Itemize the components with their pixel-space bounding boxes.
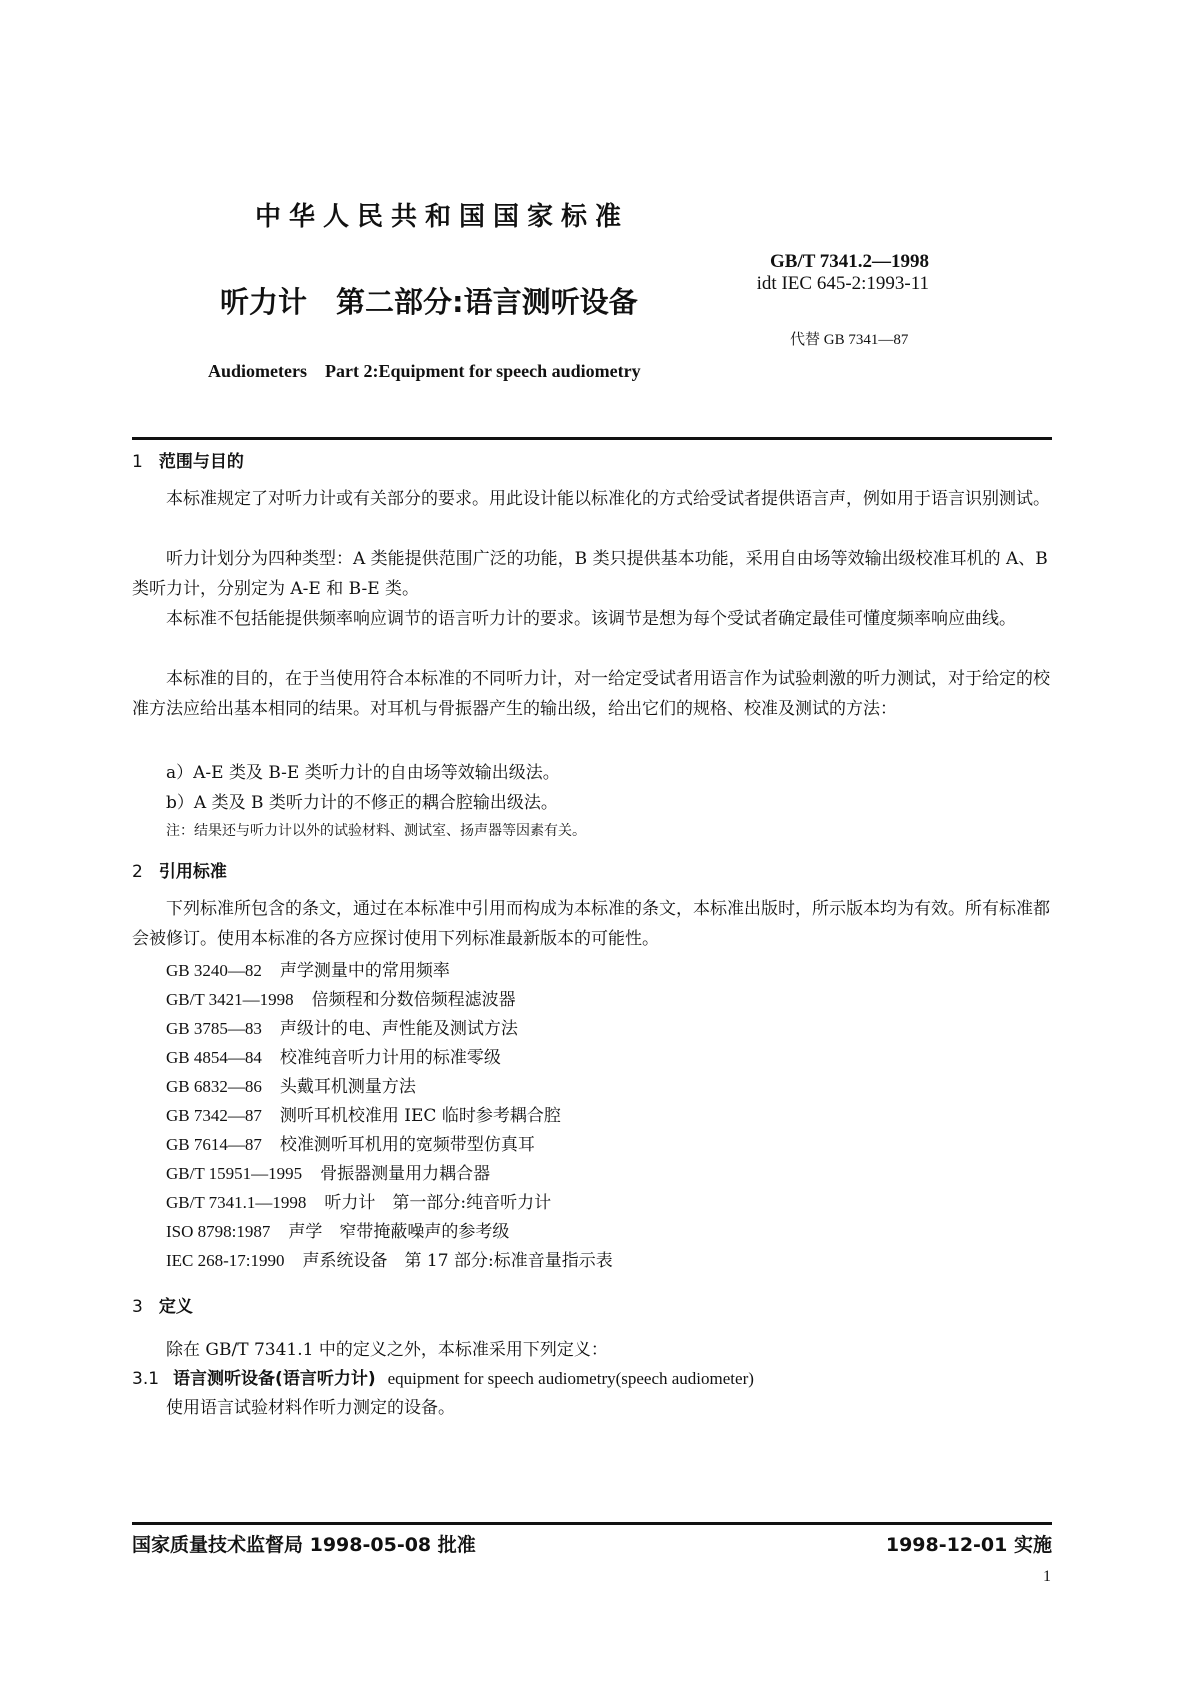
reference-item: GB 4854—84 校准纯音听力计用的标准零级 xyxy=(166,1048,501,1068)
section-heading-3: 3 定义 xyxy=(132,1297,193,1317)
reference-item: GB 6832—86 头戴耳机测量方法 xyxy=(166,1077,416,1097)
paragraph: 听力计划分为四种类型：A 类能提供范围广泛的功能，B 类只提供基本功能，采用自由场等效输出级校准耳机的 A、B 类听力计，分别定为 A-E 和 B-E 类。 xyxy=(132,549,1048,599)
paragraph: 下列标准所包含的条文，通过在本标准中引用而构成为本标准的条文，本标准出版时，所示版本均为有效。所有标准都会被修订。使用本标准的各方应探讨使用下列标准最新版本的可能性。 xyxy=(132,899,1050,949)
reference-item: ISO 8798:1987 声学 窄带掩蔽噪声的参考级 xyxy=(166,1222,510,1242)
effective-date: 1998-12-01 实施 xyxy=(885,1534,1052,1556)
list-item: b）A 类及 B 类听力计的不修正的耦合腔输出级法。 xyxy=(166,793,558,813)
standard-code-block xyxy=(756,251,930,295)
replaces-standard: 代替 GB 7341—87 xyxy=(790,332,909,348)
reference-item: GB 7614—87 校准测听耳机用的宽频带型仿真耳 xyxy=(166,1135,535,1155)
reference-item: GB/T 7341.1—1998 听力计 第一部分:纯音听力计 xyxy=(166,1193,552,1213)
reference-item: GB 3785—83 声级计的电、声性能及测试方法 xyxy=(166,1019,518,1039)
section-heading-2: 2 引用标准 xyxy=(132,862,227,882)
paragraph: 本标准的目的，在于当使用符合本标准的不同听力计，对一给定受试者用语言作为试验刺激的听力测试，对于给定的校准方法应给出基本相同的结果。对耳机与骨振器产生的输出级，给出它们的规格、校准及测试的方法： xyxy=(132,669,1050,719)
reference-item: IEC 268-17:1990 声系统设备 第 17 部分:标准音量指示表 xyxy=(166,1251,613,1271)
paragraph: 本标准不包括能提供频率响应调节的语言听力计的要求。该调节是想为每个受试者确定最佳可懂度频率响应曲线。 xyxy=(166,609,1016,629)
reference-item: GB 3240—82 声学测量中的常用频率 xyxy=(166,961,450,981)
reference-item: GB/T 15951—1995 骨振器测量用力耦合器 xyxy=(166,1164,491,1184)
reference-item: GB/T 3421—1998 倍频程和分数倍频程滤波器 xyxy=(166,990,516,1010)
document-title-cn: 听力计 第二部分:语言测听设备 xyxy=(220,285,638,319)
page-number: 1 xyxy=(1043,1568,1051,1585)
section-heading-1: 1 范围与目的 xyxy=(132,452,244,472)
document-title-en: Audiometers Part 2:Equipment for speech audiometry xyxy=(208,361,641,381)
reference-item: GB 7342—87 测听耳机校准用 IEC 临时参考耦合腔 xyxy=(166,1106,561,1126)
list-item: a）A-E 类及 B-E 类听力计的自由场等效输出级法。 xyxy=(166,763,560,783)
standard-number: GB/T 7341.2—1998 xyxy=(770,251,930,272)
note: 注：结果还与听力计以外的试验材料、测试室、扬声器等因素有关。 xyxy=(166,823,586,839)
issuing-authority-title: 中华人民共和国国家标准 xyxy=(255,202,630,232)
footer-divider xyxy=(132,1522,1052,1525)
identical-standard: idt IEC 645-2:1993-11 xyxy=(756,273,930,294)
approval-info: 国家质量技术监督局 1998-05-08 批准 xyxy=(132,1534,476,1556)
definition-term: 3.1 语言测听设备(语言听力计) equipment for speech audiometry(speech audiometer) xyxy=(132,1369,754,1389)
header-divider xyxy=(132,437,1052,440)
paragraph: 除在 GB/T 7341.1 中的定义之外，本标准采用下列定义： xyxy=(166,1340,608,1360)
definition-text: 使用语言试验材料作听力测定的设备。 xyxy=(166,1398,455,1418)
paragraph: 本标准规定了对听力计或有关部分的要求。用此设计能以标准化的方式给受试者提供语言声，例如用于语言识别测试。 xyxy=(166,489,1050,509)
